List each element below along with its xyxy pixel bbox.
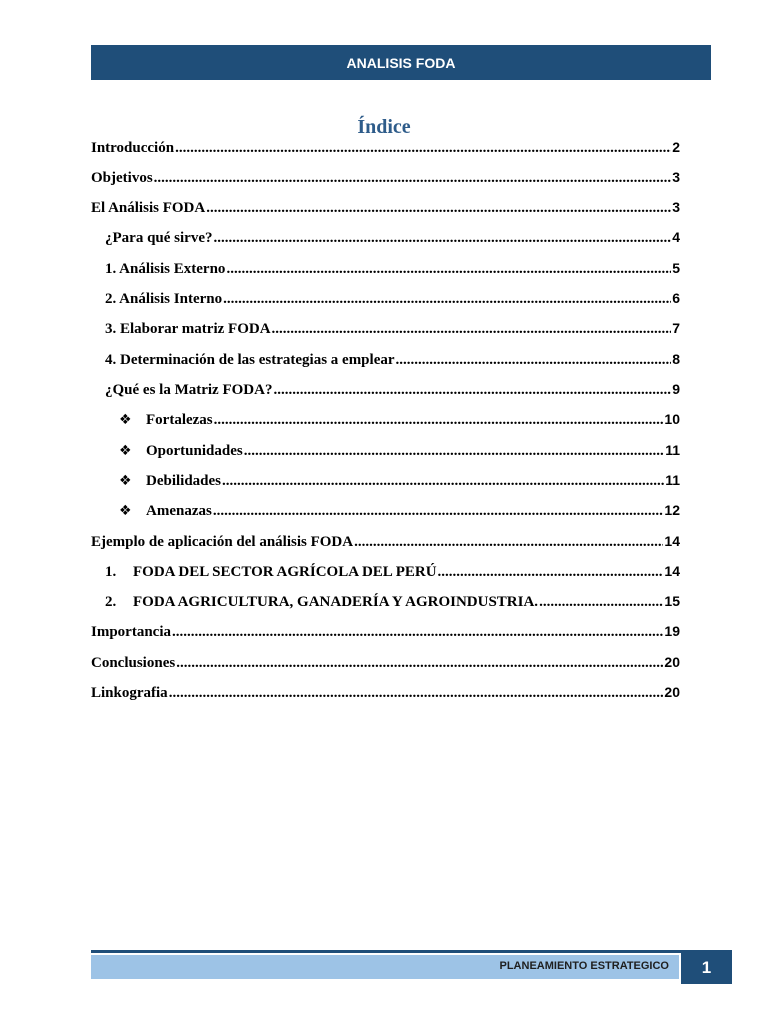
footer-page-number [681, 952, 732, 984]
toc-entry-text: Ejemplo de aplicación del análisis FODA [91, 534, 354, 550]
toc-entry-text: FODA DEL SECTOR AGRÍCOLA DEL PERÚ [133, 564, 437, 580]
toc-entry-page: 20 [664, 654, 680, 670]
diamond-bullet-icon: ❖ [119, 412, 132, 428]
toc-entry-text: 1. Análisis Externo [105, 261, 226, 277]
dot-leader [169, 685, 664, 702]
dot-leader [222, 473, 664, 490]
toc-entry-page: 7 [672, 320, 680, 336]
toc-entry[interactable] [105, 320, 680, 350]
dot-leader [206, 200, 671, 217]
toc-entry[interactable] [119, 442, 680, 472]
toc-entry[interactable] [91, 623, 680, 653]
toc-entry[interactable] [105, 351, 680, 381]
header-bar [91, 45, 711, 80]
toc-entry[interactable] [105, 381, 680, 411]
footer-divider [91, 950, 732, 953]
toc-entry-text: 2. Análisis Interno [105, 291, 223, 307]
toc-entry-label [119, 473, 221, 490]
toc-entry-page: 15 [664, 593, 680, 609]
toc-entry[interactable] [105, 290, 680, 320]
toc-entry-text: Conclusiones [91, 655, 176, 671]
dot-leader [154, 170, 672, 187]
dot-leader [175, 140, 671, 157]
toc-entry-number: 2. [105, 594, 117, 610]
dot-leader [176, 655, 663, 672]
footer-text: PLANEAMIENTO ESTRATEGICO [499, 960, 669, 972]
toc-entry-page: 10 [664, 411, 680, 427]
toc-entry[interactable] [105, 229, 680, 259]
toc-entry-label [105, 321, 271, 338]
toc-entry-label [91, 624, 171, 641]
toc-entry-text: FODA AGRICULTURA, GANADERÍA Y AGROINDUSTRIA. [133, 594, 539, 610]
toc-entry-label [105, 352, 395, 369]
toc-entry-text: El Análisis FODA [91, 200, 206, 216]
toc-entry-label [91, 655, 175, 672]
toc-entry-page: 3 [672, 169, 680, 185]
toc-entry-label [91, 200, 205, 217]
toc-entry-text: Objetivos [91, 170, 153, 186]
dot-leader [223, 291, 671, 308]
toc-entry-number: 1. [105, 564, 117, 580]
toc-entry[interactable] [91, 684, 680, 714]
toc-entry[interactable] [119, 502, 680, 532]
toc-entry-text: Linkografia [91, 685, 168, 701]
toc-entry-page: 6 [672, 290, 680, 306]
toc-entry[interactable] [91, 139, 680, 169]
page-number: 1 [701, 958, 712, 977]
toc-entry-page: 4 [672, 229, 680, 245]
toc-entry-page: 12 [664, 502, 680, 518]
toc-entry-page: 9 [672, 381, 680, 397]
toc-entry-page: 14 [664, 563, 680, 579]
toc-entry-page: 8 [672, 351, 680, 367]
toc-entry[interactable] [119, 472, 680, 502]
toc-entry-text: Debilidades [146, 473, 222, 489]
toc-entry-page: 11 [665, 472, 680, 488]
toc-entry-text: Introducción [91, 140, 175, 156]
header-title: ANALISIS FODA [346, 54, 456, 71]
toc-entry[interactable] [91, 533, 680, 563]
toc-entry-page: 2 [672, 139, 680, 155]
toc-entry-text: ¿Para qué sirve? [105, 230, 213, 246]
toc-entry[interactable] [105, 563, 680, 593]
toc-entry-page: 11 [665, 442, 680, 458]
dot-leader [244, 443, 664, 460]
dot-leader [213, 230, 671, 247]
toc-entry-label [105, 291, 222, 308]
dot-leader [213, 503, 664, 520]
toc-entry-label [105, 382, 272, 399]
dot-leader [539, 594, 663, 611]
dot-leader [273, 382, 671, 399]
toc-entry-text: 3. Elaborar matriz FODA [105, 321, 271, 337]
footer-bar [91, 955, 679, 979]
toc-entry-label [105, 594, 538, 611]
toc-entry-label [119, 443, 243, 460]
toc-entry-label [91, 140, 174, 157]
toc-title: Índice [357, 116, 411, 138]
toc-entry-text: Fortalezas [146, 412, 213, 428]
toc-entry[interactable] [105, 260, 680, 290]
toc-entry-label [91, 534, 353, 551]
toc-entry-page: 14 [664, 533, 680, 549]
toc-entry-text: 4. Determinación de las estrategias a emplear [105, 352, 395, 368]
dot-leader [214, 412, 664, 429]
toc-entry-label [119, 412, 213, 429]
toc-entry-text: Importancia [91, 624, 171, 640]
dot-leader [354, 534, 663, 551]
toc-entry-label [91, 685, 168, 702]
toc-entry-label [105, 564, 437, 581]
toc-entry[interactable] [91, 654, 680, 684]
toc-entry-label [91, 170, 153, 187]
toc-entry-text: Amenazas [146, 503, 212, 519]
toc-entry-text: ¿Qué es la Matriz FODA? [105, 382, 273, 398]
toc-entry-label [119, 503, 212, 520]
dot-leader [172, 624, 663, 641]
toc-entry-page: 20 [664, 684, 680, 700]
diamond-bullet-icon: ❖ [119, 473, 132, 489]
dot-leader [438, 564, 664, 581]
toc-entry[interactable] [119, 411, 680, 441]
toc-entry-label [105, 261, 225, 278]
toc-entry-page: 3 [672, 199, 680, 215]
dot-leader [396, 352, 672, 369]
toc-entry-text: Oportunidades [146, 443, 243, 459]
toc-entry-page: 19 [664, 623, 680, 639]
toc-entry[interactable] [105, 593, 680, 623]
diamond-bullet-icon: ❖ [119, 503, 132, 519]
toc-entry-label [105, 230, 212, 247]
dot-leader [226, 261, 671, 278]
dot-leader [272, 321, 672, 338]
toc-entry-page: 5 [672, 260, 680, 276]
toc-entry[interactable] [91, 169, 680, 199]
diamond-bullet-icon: ❖ [119, 443, 132, 459]
toc-entry[interactable] [91, 199, 680, 229]
